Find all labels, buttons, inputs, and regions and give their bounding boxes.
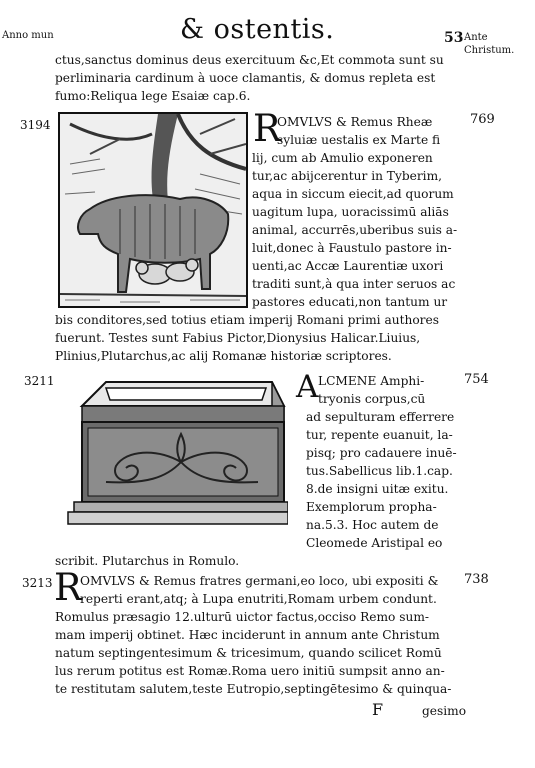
year-marker-left: 3213 (22, 576, 53, 590)
text-line: animal, accurrēs,uberibus suis a- (252, 223, 458, 237)
signature-mark: F (372, 700, 384, 719)
text-line: reperti erant,atq; à Lupa enutriti,Romam urbem condunt. (80, 592, 437, 606)
text-line: 8.de insigni uitæ exitu. (306, 482, 449, 496)
text-line: na.5.3. Hoc autem de (306, 518, 439, 532)
text-line: uagitum lupa, uoracissimū aliās (252, 205, 449, 219)
text-line: pastores educati,non tantum ur (252, 295, 448, 309)
text-line: fuerunt. Testes sunt Fabius Pictor,Dionysius Halicar.Liuius, (55, 331, 421, 345)
woodcut-sarcophagus-image (66, 378, 288, 528)
intro-line: perliminaria cardinum à uoce clamantis, & domus repleta est (55, 71, 436, 85)
year-marker-left: 3211 (24, 374, 55, 388)
running-head-right: Ante Christum. (464, 32, 515, 56)
she-wolf-illustration (60, 114, 246, 306)
text-line: syluiæ uestalis ex Marte fi (277, 133, 441, 147)
text-line: OMVLVS & Remus fratres germani,eo loco, ubi expositi & (80, 574, 439, 588)
intro-line: fumo:Reliqua lege Esaiæ cap.6. (55, 89, 251, 103)
text-line: mam imperij obtinet. Hæc inciderunt in annum ante Christum (55, 628, 440, 642)
year-marker-right: 754 (464, 372, 489, 387)
text-line: traditi sunt,à qua inter seruos ac (252, 277, 456, 291)
text-line: uenti,ac Accæ Laurentiæ uxori (252, 259, 444, 273)
dropcap: R (253, 107, 281, 150)
text-line: lus rerum potitus est Romæ.Roma uero initiū sumpsit anno an- (55, 664, 445, 678)
text-line: tur, repente euanuit, la- (306, 428, 453, 442)
year-marker-right: 738 (464, 572, 489, 587)
dropcap: A (296, 369, 319, 405)
text-line: Exemplorum propha- (306, 500, 437, 514)
text-line: Plinius,Plutarchus,ac alij Romanæ historiæ scriptores. (55, 349, 392, 363)
intro-line: ctus,sanctus dominus deus exercituum &c,Et commota sunt su (55, 53, 444, 67)
year-marker-right: 769 (470, 112, 495, 127)
page-number: 53 (444, 30, 464, 46)
text-line: scribit. Plutarchus in Romulo. (55, 554, 240, 568)
text-line: lij, cum ab Amulio exponeren (252, 151, 433, 165)
text-line: aqua in siccum eiecit,ad quorum (252, 187, 454, 201)
dropcap: R (54, 566, 82, 609)
text-line: luit,donec à Faustulo pastore in- (252, 241, 452, 255)
text-line: natum septingentesimum & tricesimum, quando scilicet Romū (55, 646, 442, 660)
text-line: OMVLVS & Remus Rheæ (277, 115, 433, 129)
text-line: Romulus præsagio 12.ulturū uictor factus,occiso Remo sum- (55, 610, 430, 624)
text-line: LCMENE Amphi- (318, 374, 425, 388)
text-line: bis conditores,sed totius etiam imperij Romani primi authores (55, 313, 439, 327)
text-line: te restitutam salutem,teste Eutropio,septingētesimo & quinqua- (55, 682, 452, 696)
text-line: Cleomede Aristipal eo (306, 536, 443, 550)
text-line: tryonis corpus,cū (318, 392, 426, 406)
text-line: pisq; pro cadauere inuē- (306, 446, 457, 460)
page-title: & ostentis. (180, 14, 335, 45)
year-marker-left: 3194 (20, 118, 51, 132)
text-line: ad sepulturam efferrere (306, 410, 455, 424)
running-head-left: Anno mun (2, 30, 54, 41)
sarcophagus-illustration (66, 378, 288, 528)
catchword: gesimo (422, 704, 467, 718)
text-line: tur,ac abijcerentur in Tyberim, (252, 169, 442, 183)
woodcut-she-wolf-image (58, 112, 248, 308)
text-line: tus.Sabellicus lib.1.cap. (306, 464, 453, 478)
